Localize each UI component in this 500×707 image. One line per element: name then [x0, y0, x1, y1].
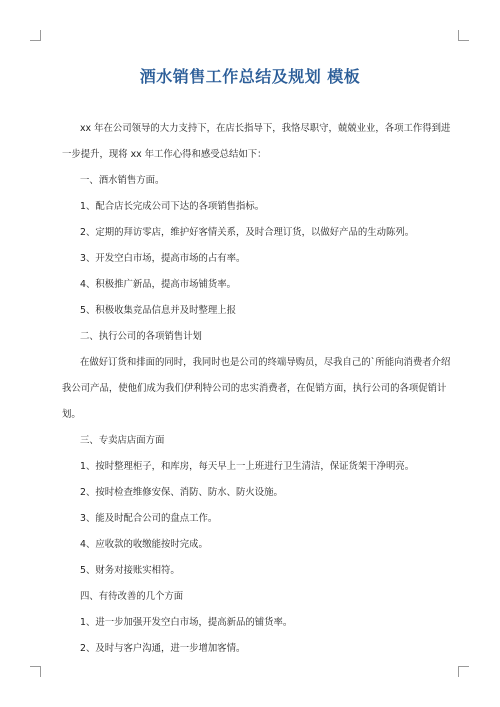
list-item: 2、按时检查维修安保、消防、防水、防火设施。 — [80, 487, 283, 498]
intro-paragraph: xx 年在公司领导的大力支持下，在店长指导下，我恪尽职守，兢兢业业，各项工作得到进一步提升，现将 xx 年工作心得和感受总结如下： — [62, 123, 451, 160]
document-title: 酒水销售工作总结及规划 模板 — [139, 67, 361, 86]
crop-mark-bottom-left — [30, 666, 41, 677]
list-item: 3、能及时配合公司的盘点工作。 — [80, 513, 218, 524]
section-heading-4: 四、有待改善的几个方面 — [80, 591, 184, 602]
crop-mark-bottom-right — [458, 666, 469, 677]
list-item: 4、积极推广新品，提高市场铺货率。 — [80, 279, 236, 290]
list-item: 4、应收款的收缴能按时完成。 — [80, 539, 208, 550]
crop-mark-top-right — [458, 30, 469, 41]
section-heading-2: 二、执行公司的各项销售计划 — [80, 331, 202, 342]
section-heading-1: 一、酒水销售方面。 — [80, 175, 165, 186]
section-heading-3: 三、专卖店店面方面 — [80, 435, 165, 446]
list-item: 1、配合店长完成公司下达的各项销售指标。 — [80, 201, 265, 212]
list-item: 1、进一步加强开发空白市场，提高新品的铺货率。 — [80, 617, 293, 628]
list-item: 1、按时整理柜子，和库房，每天早上一上班进行卫生清洁，保证货架干净明亮。 — [80, 461, 415, 472]
document-body — [62, 116, 452, 662]
list-item: 2、定期的拜访零店，维护好客情关系，及时合理订货，以做好产品的生动陈列。 — [80, 227, 415, 238]
list-item: 5、积极收集竞品信息并及时整理上报 — [80, 305, 236, 316]
list-item: 5、财务对接账实相符。 — [80, 565, 180, 576]
execution-paragraph: 在做好订货和排面的同时，我同时也是公司的终端导购员，尽我自己的`所能向消费者介绍我公司产品，使他们成为我们伊利特公司的忠实消费者，在促销方面，执行公司的各项促销计划。 — [62, 357, 451, 420]
list-item: 3、开发空白市场，提高市场的占有率。 — [80, 253, 246, 264]
list-item: 2、及时与客户沟通，进一步增加客情。 — [80, 643, 246, 654]
crop-mark-top-left — [30, 30, 41, 41]
